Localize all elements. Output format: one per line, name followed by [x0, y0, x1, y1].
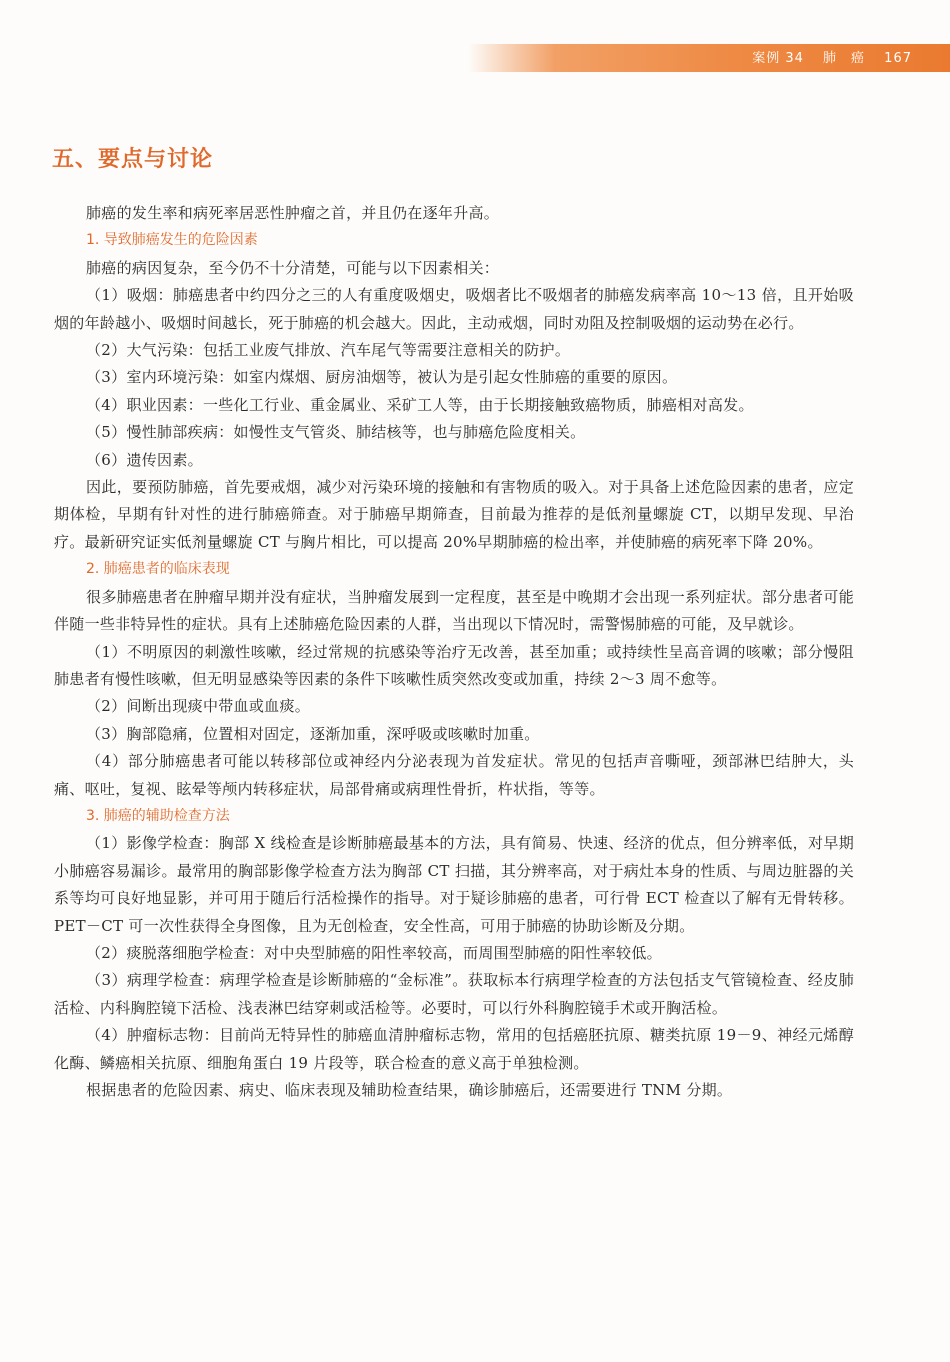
paragraph: （2）间断出现痰中带血或血痰。	[86, 697, 311, 716]
paragraph: （6）遗传因素。	[86, 450, 203, 469]
paragraph: （4）肿瘤标志物：目前尚无特异性的肺癌血清肿瘤标志物，常用的包括癌胚抗原、糖类抗原 19－9、神经元烯醇化酶、鳞癌相关抗原、细胞角蛋白 19 片段等，联合检查的意义高于单独检测。	[54, 1026, 854, 1072]
body-text	[54, 200, 854, 1104]
paragraph: （4）职业因素：一些化工行业、重金属业、采矿工人等，由于长期接触致癌物质，肺癌相对高发。	[86, 395, 754, 414]
paragraph: （5）慢性肺部疾病：如慢性支气管炎、肺结核等，也与肺癌危险度相关。	[86, 423, 586, 442]
paragraph: （1）影像学检查：胸部 X 线检查是诊断肺癌最基本的方法，具有简易、快速、经济的优点，但分辨率低，对早期小肺癌容易漏诊。最常用的胸部影像学检查方法为胸部 CT 扫描，其分辨率高，对于病灶本身的性质、与周边脏器的关系等均可良好地显影，并可用于随后行活检操作的指导。对于疑诊肺癌的患者，可行骨 ECT 检查以了解有无骨转移。PET－CT 可一次性获得全身图像，且为无创检查，安全性高，可用于肺癌的协助诊断及分期。	[54, 834, 854, 935]
paragraph: （1）不明原因的刺激性咳嗽，经过常规的抗感染等治疗无改善，甚至加重；或持续性呈高音调的咳嗽；部分慢阻肺患者有慢性咳嗽，但无明显感染等因素的条件下咳嗽性质突然改变或加重，持续 2～3 周不愈等。	[54, 642, 854, 688]
paragraph: （2）痰脱落细胞学检查：对中央型肺癌的阳性率较高，而周围型肺癌的阳性率较低。	[86, 943, 662, 962]
section-title: 五、要点与讨论	[52, 146, 214, 172]
subheading: 3. 肺癌的辅助检查方法	[86, 807, 230, 824]
paragraph: （3）室内环境污染：如室内煤烟、厨房油烟等，被认为是引起女性肺癌的重要的原因。	[86, 368, 678, 387]
header-case: 案例 34	[752, 51, 804, 66]
page-number: 167	[884, 51, 912, 66]
subheading: 2. 肺癌患者的临床表现	[86, 561, 230, 578]
paragraph: 肺癌的发生率和病死率居恶性肿瘤之首，并且仍在逐年升高。	[86, 204, 500, 222]
paragraph: （3）病理学检查：病理学检查是诊断肺癌的“金标准”。获取标本行病理学检查的方法包括支气管镜检查、经皮肺活检、内科胸腔镜下活检、浅表淋巴结穿刺或活检等。必要时，可以行外科胸腔镜手术或开胸活检。	[54, 971, 854, 1017]
header-topic: 肺 癌	[823, 51, 866, 66]
paragraph: 根据患者的危险因素、病史、临床表现及辅助检查结果，确诊肺癌后，还需要进行 TNM 分期。	[86, 1081, 733, 1099]
subheading: 1. 导致肺癌发生的危险因素	[86, 232, 258, 249]
paragraph: 肺癌的病因复杂，至今仍不十分清楚，可能与以下因素相关：	[86, 258, 500, 277]
paragraph: 很多肺癌患者在肿瘤早期并没有症状，当肿瘤发展到一定程度，甚至是中晚期才会出现一系列症状。部分患者可能伴随一些非特异性的症状。具有上述肺癌危险因素的人群，当出现以下情况时，需警惕肺癌的可能，及早就诊。	[54, 587, 854, 634]
running-header-bar	[468, 44, 950, 72]
paragraph: 因此，要预防肺癌，首先要戒烟，减少对污染环境的接触和有害物质的吸入。对于具备上述危险因素的患者，应定期体检，早期有针对性的进行肺癌筛查。对于肺癌早期筛查，目前最为推荐的是低剂量螺旋 CT，以期早发现、早治疗。最新研究证实低剂量螺旋 CT 与胸片相比，可以提高 20%早期肺癌的检出率，并使肺癌的病死率下降 20%。	[54, 478, 854, 551]
paragraph: （2）大气污染：包括工业废气排放、汽车尾气等需要注意相关的防护。	[86, 341, 571, 360]
paragraph: （1）吸烟：肺癌患者中约四分之三的人有重度吸烟史，吸烟者比不吸烟者的肺癌发病率高 10～13 倍，且开始吸烟的年龄越小、吸烟时间越长，死于肺癌的机会越大。因此，主动戒烟，同时劝阻及控制吸烟的运动势在必行。	[54, 286, 854, 332]
paragraph: （4）部分肺癌患者可能以转移部位或神经内分泌表现为首发症状。常见的包括声音嘶哑，颈部淋巴结肿大，头痛、呕吐，复视、眩晕等颅内转移症状，局部骨痛或病理性骨折，杵状指，等等。	[54, 752, 854, 798]
running-header	[738, 44, 912, 72]
paragraph: （3）胸部隐痛，位置相对固定，逐渐加重，深呼吸或咳嗽时加重。	[86, 724, 540, 743]
